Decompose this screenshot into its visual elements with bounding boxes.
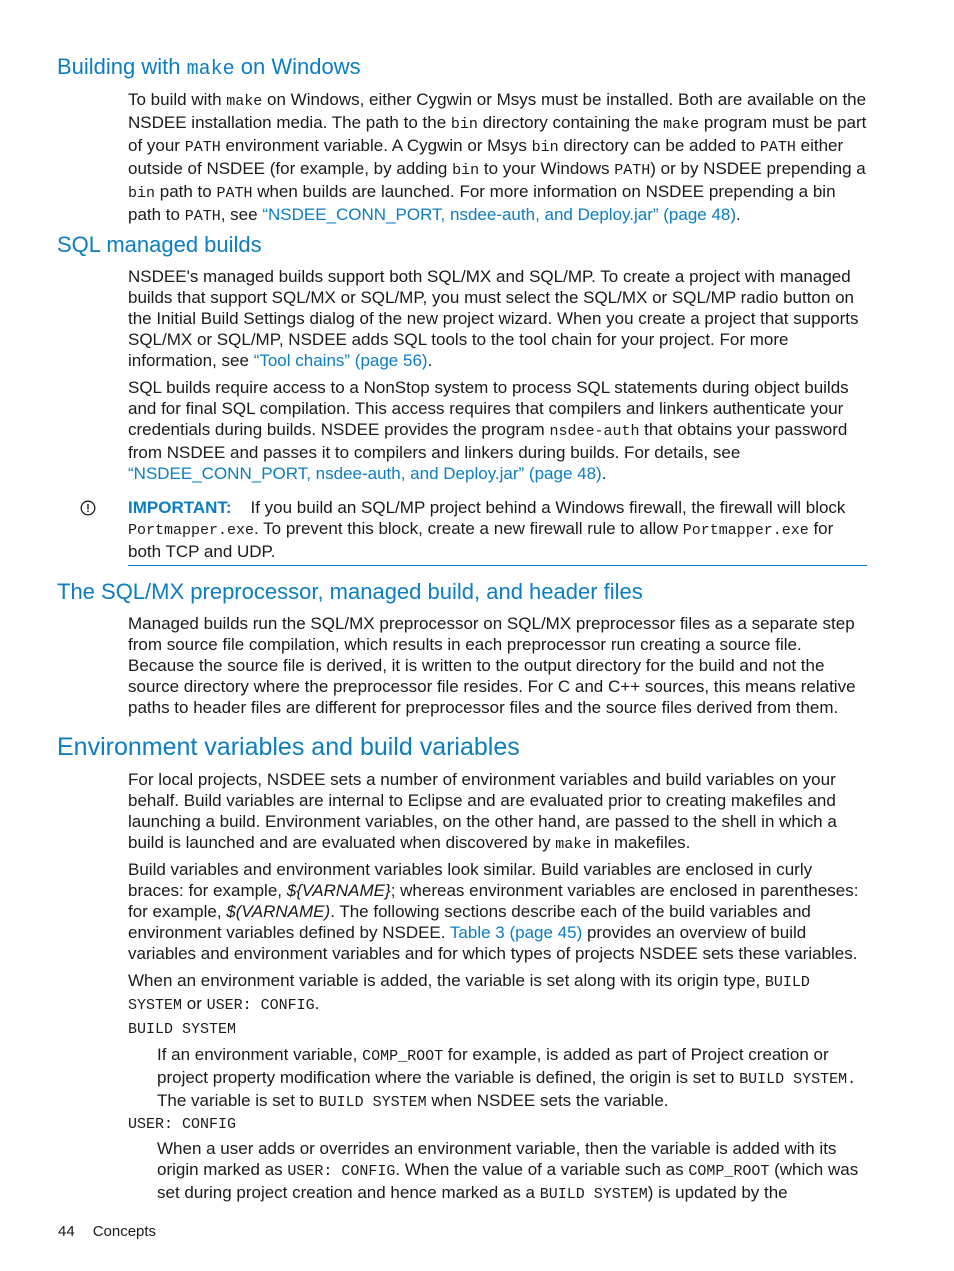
definition-user-config: When a user adds or overrides an environment variable, then the variable is added with its origin marked as USER: CONFIG. When the value of a variable such as COMP_ROOT (which was set during project creation and hence marked as a BUILD SYSTEM) is updated by the — [157, 1139, 859, 1203]
page-number: 44 — [58, 1223, 75, 1240]
important-icon — [80, 500, 96, 516]
link-nsdee-conn-port-2[interactable]: “NSDEE_CONN_PORT, nsdee-auth, and Deploy.jar” (page 48) — [128, 464, 602, 483]
term-user-config: USER: CONFIG — [128, 1116, 237, 1133]
heading-sql-managed-builds: SQL managed builds — [57, 232, 262, 257]
link-table-3[interactable]: Table 3 (page 45) — [449, 923, 583, 942]
link-tool-chains[interactable]: “Tool chains” (page 56) — [253, 351, 428, 370]
important-divider — [128, 565, 867, 566]
important-note: IMPORTANT: If you build an SQL/MP project behind a Windows firewall, the firewall will block Portmapper.exe. To prevent this block, create a new firewall rule to allow Portmapper.exe for both TCP and UDP. — [128, 498, 846, 561]
page-footer — [58, 1223, 174, 1240]
paragraph-build-vs-env: Build variables and environment variables look similar. Build variables are enclosed in curly braces: for example, ${VARNAME}; whereas environment variables are enclosed in parentheses: for example, $(VARNAME). The following sections describe each of the build variables and environment variables defined by NSDEE. Table 3 (page 45) provides an overview of build variables and environment variables and for which types of projects NSDEE sets these variables. — [128, 860, 859, 963]
footer-section: Concepts — [92, 1223, 157, 1240]
paragraph-origin-type: When an environment variable is added, the variable is set along with its origin type, BUILD SYSTEM or USER: CONFIG. — [128, 971, 810, 1014]
heading-building-with-make: Building with make on Windows — [57, 54, 361, 81]
heading-environment-variables: Environment variables and build variables — [57, 733, 520, 761]
important-label: IMPORTANT: — [128, 498, 232, 517]
link-nsdee-conn-port-1[interactable]: “NSDEE_CONN_PORT, nsdee-auth, and Deploy.jar” (page 48) — [262, 205, 737, 224]
paragraph-build-make: To build with make on Windows, either Cygwin or Msys must be installed. Both are available on the NSDEE installation media. The path to the bin directory containing the make program must be part of your PATH environment variable. A Cygwin or Msys bin directory can be added to PATH either outside of NSDEE (for example, by adding bin to your Windows PATH) or by NSDEE prepending a bin path to PATH when builds are launched. For more information on NSDEE prepending a bin path to PATH, see “NSDEE_CONN_PORT, nsdee-auth, and Deploy.jar” (page 48). — [128, 90, 867, 225]
term-build-system: BUILD SYSTEM — [128, 1021, 237, 1038]
paragraph-sql-builds-access: SQL builds require access to a NonStop system to process SQL statements during object builds and for final SQL compilation. This access requires that compilers and linkers authenticate your credentials during builds. NSDEE provides the program nsdee-auth that obtains your password from NSDEE and passes it to compilers and linkers during builds. For details, see “NSDEE_CONN_PORT, nsdee-auth, and Deploy.jar” (page 48). — [128, 378, 849, 483]
paragraph-sql-managed-builds: NSDEE's managed builds support both SQL/MX and SQL/MP. To create a project with managed builds that support SQL/MX or SQL/MP, you must select the SQL/MX or SQL/MP radio button on the Initial Build Settings dialog of the new project wizard. When you create a project that supports SQL/MX or SQL/MP, NSDEE adds SQL tools to the tool chain for your project. For more information, see “Tool chains” (page 56). — [128, 267, 859, 370]
heading-sqlmx-preprocessor: The SQL/MX preprocessor, managed build, and header files — [57, 579, 643, 604]
paragraph-sqlmx-preprocessor: Managed builds run the SQL/MX preprocessor on SQL/MX preprocessor files as a separate step from source file compilation, which results in each preprocessor run creating a source file. Because the source file is derived, it is written to the output directory for the build and not the source directory where the preprocessor file resides. For C and C++ sources, this means relative paths to header files are different for preprocessor files and the source files derived from them. — [128, 614, 856, 717]
definition-build-system: If an environment variable, COMP_ROOT for example, is added as part of Project creation or project property modification where the variable is defined, the origin is set to BUILD SYSTEM. The variable is set to BUILD SYSTEM when NSDEE sets the variable. — [157, 1045, 857, 1111]
paragraph-env-local-projects: For local projects, NSDEE sets a number of environment variables and build variables on your behalf. Build variables are internal to Eclipse and are evaluated prior to creating makefiles and launching a build. Environment variables, on the other hand, are passed to the shell in which a build is launched and are evaluated when discovered by make in makefiles. — [128, 770, 837, 853]
